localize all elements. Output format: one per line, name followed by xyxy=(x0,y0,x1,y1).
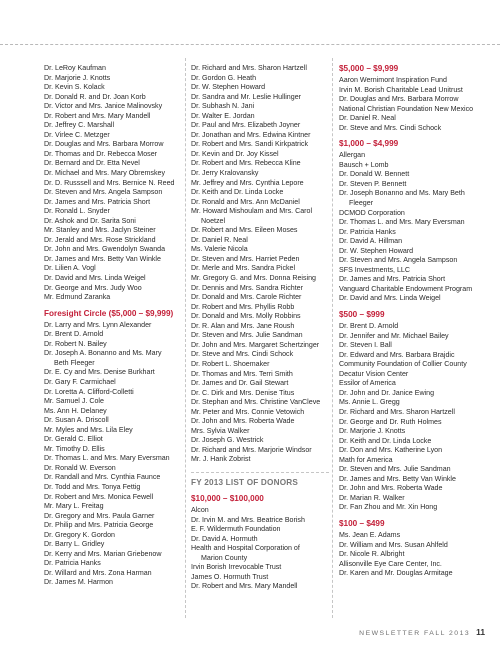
donor-name: Dr. Kerry and Mrs. Marian Griebenow xyxy=(44,549,162,558)
section-heading-foresight-circle: Foresight Circle ($5,000 – $9,999) xyxy=(44,308,174,318)
donor-list-continued xyxy=(44,64,182,303)
donor-name: Dr. Steven and Mrs. Harriet Peden xyxy=(191,254,300,263)
donor-column-1 xyxy=(44,64,182,588)
donor-name: Allergan xyxy=(339,151,366,160)
donor-name: Dr. Marian R. Walker xyxy=(339,493,405,502)
donor-name: Decatur Vision Center xyxy=(339,369,409,378)
section-heading-1000-4999: $1,000 – $4,999 xyxy=(339,139,399,149)
donor-name: Dr. Irvin M. and Mrs. Beatrice Borish xyxy=(191,515,305,524)
donor-name: Dr. David and Mrs. Linda Weigel xyxy=(44,274,146,283)
donor-name: Dr. Don and Mrs. Katherine Lyon xyxy=(339,446,443,455)
donor-name: Allisonville Eye Care Center, Inc. xyxy=(339,559,442,568)
donor-name: Dr. Merle and Mrs. Sandra Pickel xyxy=(191,264,296,273)
donor-name: Dr. James M. Harmon xyxy=(44,578,113,587)
donor-name: Dr. Edward and Mrs. Barbara Brajdic xyxy=(339,350,455,359)
donor-name: Dr. Marjorie J. Knotts xyxy=(339,427,406,436)
donor-name: Dr. Sandra and Mr. Leslie Hullinger xyxy=(191,92,302,101)
donor-name: Math for America xyxy=(339,455,393,464)
donor-name: Dr. John and Mrs. Roberta Wade xyxy=(339,484,443,493)
donor-name: Dr. James and Mrs. Betty Van Winkle xyxy=(339,474,456,483)
donor-name: Alcon xyxy=(191,505,209,514)
donor-name: Mr. J. Hank Zobrist xyxy=(191,455,251,464)
donor-name: Dr. John and Mrs. Margaret Schertzinger xyxy=(191,340,320,349)
donor-name: Mr. Gregory G. and Mrs. Donna Reising xyxy=(191,274,316,283)
donor-name: Dr. W. Stephen Howard xyxy=(191,83,266,92)
donor-name: Dr. Keith and Dr. Linda Locke xyxy=(191,188,284,197)
donor-name: Dr. Stephan and Mrs. Christine VanCleve xyxy=(191,398,321,407)
donor-name: Mrs. Sylvia Walker xyxy=(191,426,250,435)
donor-name: Irvin M. Borish Charitable Lead Unitrust xyxy=(339,85,463,94)
donor-name: Dr. Kevin and Dr. Joy Kissel xyxy=(191,149,279,158)
section-divider xyxy=(191,472,329,473)
donor-name: Dr. Gregory K. Gordon xyxy=(44,530,115,539)
donor-name: Dr. Keith and Dr. Linda Locke xyxy=(339,436,432,445)
donor-name: Dr. Jerry Kralovansky xyxy=(191,169,259,178)
donor-name: Dr. Todd and Mrs. Tonya Fettig xyxy=(44,482,141,491)
donor-name: Dr. Donald R. and Dr. Joan Korb xyxy=(44,92,146,101)
donor-name: Health and Hospital Corporation of xyxy=(191,544,300,553)
donor-name: Mr. Edmund Zaranka xyxy=(44,293,111,302)
donor-name: Mr. Samuel J. Cole xyxy=(44,397,104,406)
list-title: FY 2013 LIST OF DONORS xyxy=(191,477,299,487)
donor-name: Dr. Donald and Mrs. Carole Richter xyxy=(191,293,302,302)
donor-name: Dr. Steve and Mrs. Cindi Schock xyxy=(191,350,294,359)
donor-name: Dr. Robert and Mrs. Mary Mandell xyxy=(44,111,151,120)
donor-name: Dr. LeRoy Kaufman xyxy=(44,64,106,72)
donor-name: Dr. Willard and Mrs. Zona Harman xyxy=(44,568,152,577)
donor-name: Dr. Jeffrey C. Marshall xyxy=(44,121,115,130)
donor-name: Dr. Steven and Mrs. Julie Sandman xyxy=(191,331,303,340)
donor-name: Dr. Joseph A. Bonanno and Ms. Mary xyxy=(44,349,162,358)
donor-name: Dr. Steven I. Ball xyxy=(339,341,392,350)
donor-name: Mr. Stanley and Mrs. Jaclyn Steiner xyxy=(44,226,156,235)
donor-name: Dr. Thomas L. and Mrs. Mary Eversman xyxy=(44,454,170,463)
donor-name: Dr. Richard and Mrs. Sharon Hartzell xyxy=(339,407,455,416)
donor-name: Dr. John and Dr. Janice Ewing xyxy=(339,388,435,397)
section-heading-100-499: $100 – $499 xyxy=(339,518,385,528)
donor-name: Dr. Michael and Mrs. Mary Obremskey xyxy=(44,169,166,178)
donor-name: Dr. William and Mrs. Susan Ahlfeld xyxy=(339,540,448,549)
donor-name: Dr. David A. Hormuth xyxy=(191,534,258,543)
donor-name: Dr. Steven and Mrs. Angela Sampson xyxy=(44,188,163,197)
donor-name: Dr. Thomas L. and Mrs. Mary Eversman xyxy=(339,218,465,227)
donor-name: Dr. Patricia Hanks xyxy=(44,559,101,568)
donor-name: Mr. Peter and Mrs. Connie Vetowich xyxy=(191,407,305,416)
donor-name: Dr. Ronald L. Snyder xyxy=(44,207,110,216)
donor-name: Ms. Annie L. Gregg xyxy=(339,398,400,407)
donor-name: Dr. Patricia Hanks xyxy=(339,227,396,236)
donor-name: Dr. Walter E. Jordan xyxy=(191,111,255,120)
donor-name: Dr. Robert and Mrs. Eileen Moses xyxy=(191,226,298,235)
page-footer xyxy=(339,622,485,640)
donor-name: Dr. Virlee C. Metzger xyxy=(44,130,110,139)
donor-name: Ms. Jean E. Adams xyxy=(339,530,401,539)
donor-name: Dr. Fan Zhou and Mr. Xin Hong xyxy=(339,503,438,512)
donor-name: Dr. Paul and Mrs. Elizabeth Joyner xyxy=(191,121,301,130)
donor-name: Dr. Thomas and Mrs. Terri Smith xyxy=(191,369,293,378)
donor-name: SFS Investments, LLC xyxy=(339,265,410,274)
donor-name: Dr. John and Mrs. Roberta Wade xyxy=(191,417,295,426)
donor-name: Marion County xyxy=(201,553,248,562)
donor-name: Dr. Robert and Mrs. Monica Fewell xyxy=(44,492,154,501)
donor-name: Dr. Steven and Mrs. Julie Sandman xyxy=(339,465,451,474)
donor-name: Dr. Steven P. Bennett xyxy=(339,179,407,188)
donor-name: Mr. Timothy D. Ellis xyxy=(44,444,105,453)
donor-name: Dr. Donald W. Bennett xyxy=(339,170,410,179)
donor-name: Dr. James and Mrs. Betty Van Winkle xyxy=(44,254,161,263)
donor-name: Dr. Susan A. Driscoll xyxy=(44,416,109,425)
donor-name: Dr. Ronald and Mrs. Ann McDaniel xyxy=(191,197,300,206)
donor-name: Dr. David A. Hillman xyxy=(339,237,403,246)
donor-name: Dr. Robert and Mrs. Rebecca Kline xyxy=(191,159,301,168)
donor-column-2 xyxy=(191,64,333,592)
donor-name: DCMOD Corporation xyxy=(339,208,405,217)
donor-column-3 xyxy=(339,64,485,579)
donor-name: Dr. Richard and Mrs. Sharon Hartzell xyxy=(191,64,307,72)
donor-name: Dr. Joseph G. Westrick xyxy=(191,436,264,445)
donor-name: Dr. Larry and Mrs. Lynn Alexander xyxy=(44,320,152,329)
donor-name: Dr. D. Russsell and Mrs. Bernice N. Reed xyxy=(44,178,175,187)
donor-name: Mr. Myles and Mrs. Lila Eley xyxy=(44,425,133,434)
donor-name: E. F. Wildermuth Foundation xyxy=(191,525,281,534)
donor-name: Dr. Douglas and Mrs. Barbara Morrow xyxy=(339,95,459,104)
donor-list-5000-9999 xyxy=(339,76,485,133)
donor-name: Dr. Daniel R. Neal xyxy=(191,235,248,244)
top-dashed-divider xyxy=(0,44,500,45)
donor-list-1000-4999 xyxy=(339,151,485,304)
donor-name: Mr. Mary L. Freitag xyxy=(44,502,104,511)
donor-name: Beth Fleeger xyxy=(54,358,95,367)
donor-name: Dr. Marjorie J. Knotts xyxy=(44,73,111,82)
donor-name: Dr. Robert N. Bailey xyxy=(44,339,107,348)
donor-name: Dr. W. Stephen Howard xyxy=(339,246,414,255)
donor-name: Dr. David and Mrs. Linda Weigel xyxy=(339,294,441,303)
donor-name: Mr. Jeffrey and Mrs. Cynthia Lepore xyxy=(191,178,304,187)
donor-list-10000-100000 xyxy=(191,506,333,592)
donor-name: Bausch + Lomb xyxy=(339,160,389,169)
donor-name: Dr. Robert and Mrs. Mary Mandell xyxy=(191,582,298,591)
donor-name: Dr. Victor and Mrs. Janice Malinovsky xyxy=(44,102,163,111)
donor-name: Dr. Subhash N. Jani xyxy=(191,102,255,111)
donor-name: Aaron Wernimont Inspiration Fund xyxy=(339,76,447,84)
donor-name: Dr. George and Dr. Ruth Holmes xyxy=(339,417,442,426)
donor-name: Dr. Richard and Mrs. Marjorie Windsor xyxy=(191,445,312,454)
donor-list-500-999 xyxy=(339,322,485,513)
donor-name: Dr. Robert and Mrs. Phyllis Robb xyxy=(191,302,295,311)
donor-name: Dr. Donald and Mrs. Molly Robbins xyxy=(191,312,301,321)
donor-name: Dr. Gerald C. Elliot xyxy=(44,435,103,444)
donor-name: Noetzel xyxy=(201,216,226,225)
donor-name: Dr. Kevin S. Kolack xyxy=(44,83,105,92)
page-number: 11 xyxy=(476,627,485,637)
donor-name: Dr. Douglas and Mrs. Barbara Morrow xyxy=(44,140,164,149)
donor-name: Dr. Jerald and Mrs. Rose Strickland xyxy=(44,235,156,244)
donor-name: Dr. Karen and Mr. Douglas Armitage xyxy=(339,569,453,578)
donor-name: Dr. Robert L. Shoemaker xyxy=(191,359,270,368)
donor-name: Dr. Thomas and Dr. Rebecca Moser xyxy=(44,149,158,158)
donor-list-foresight-circle xyxy=(44,321,182,588)
donor-name: Dr. Nicole R. Albright xyxy=(339,550,405,559)
donor-name: Dr. Brent D. Arnold xyxy=(44,330,104,339)
donor-name: Mr. Howard Mishoulam and Mrs. Carol xyxy=(191,207,313,216)
donor-name: Dr. Bernard and Dr. Etta Nevel xyxy=(44,159,140,168)
donor-name: Dr. Loretta A. Clifford-Colletti xyxy=(44,387,134,396)
donor-name: Dr. E. Cy and Mrs. Denise Burkhart xyxy=(44,368,155,377)
donor-name: Ms. Ann H. Delaney xyxy=(44,406,107,415)
donor-name: National Christian Foundation New Mexico xyxy=(339,104,474,113)
donor-name: Dr. Gary F. Carmichael xyxy=(44,377,116,386)
donor-name: Dr. Gordon G. Heath xyxy=(191,73,257,82)
donor-name: Irvin Borish Irrevocable Trust xyxy=(191,563,282,572)
donor-name: Dr. George and Mrs. Judy Woo xyxy=(44,283,142,292)
donor-name: Dr. Jennifer and Mr. Michael Bailey xyxy=(339,331,449,340)
donor-name: Dr. John and Mrs. Gwendolyn Swanda xyxy=(44,245,166,254)
donor-name: Vanguard Charitable Endowment Program xyxy=(339,284,473,293)
section-heading-500-999: $500 – $999 xyxy=(339,310,385,320)
column-divider-1 xyxy=(185,58,186,618)
donor-list-continued xyxy=(191,64,333,465)
donor-name: Dr. C. Dirk and Mrs. Denise Titus xyxy=(191,388,295,397)
donor-name: Dr. James and Mrs. Patricia Short xyxy=(44,197,151,206)
donor-name: Community Foundation of Collier County xyxy=(339,360,467,369)
donor-name: Dr. Ronald W. Everson xyxy=(44,463,116,472)
donor-name: Dr. Brent D. Arnold xyxy=(339,322,399,331)
donor-name: Dr. James and Mrs. Patricia Short xyxy=(339,275,446,284)
donor-name: Dr. Philip and Mrs. Patricia George xyxy=(44,521,154,530)
donor-name: Dr. Steven and Mrs. Angela Sampson xyxy=(339,256,458,265)
footer-label: NEWSLETTER FALL 2013 xyxy=(359,630,471,637)
donor-name: Dr. Ashok and Dr. Sarita Soni xyxy=(44,216,136,225)
donor-name: Dr. Lilien A. Vogl xyxy=(44,264,96,273)
donor-name: Essilor of America xyxy=(339,379,396,388)
donor-name: Dr. Barry L. Gridley xyxy=(44,540,105,549)
donor-name: Dr. Joseph Bonanno and Ms. Mary Beth xyxy=(339,189,465,198)
donor-name: Dr. Dennis and Mrs. Sandra Richter xyxy=(191,283,303,292)
donor-name: Dr. Robert and Mrs. Sandi Kirkpatrick xyxy=(191,140,309,149)
donor-name: James O. Hormuth Trust xyxy=(191,572,269,581)
donor-name: Dr. R. Alan and Mrs. Jane Roush xyxy=(191,321,295,330)
donor-name: Fleeger xyxy=(349,199,374,208)
donor-name: Dr. Jonathan and Mrs. Edwina Kintner xyxy=(191,130,311,139)
section-heading-10000-100000: $10,000 – $100,000 xyxy=(191,493,264,503)
donor-name: Dr. James and Dr. Gail Stewart xyxy=(191,379,289,388)
donor-name: Dr. Steve and Mrs. Cindi Schock xyxy=(339,123,442,132)
donor-name: Dr. Daniel R. Neal xyxy=(339,114,396,123)
donor-name: Dr. Gregory and Mrs. Paula Garner xyxy=(44,511,155,520)
section-heading-5000-9999: $5,000 – $9,999 xyxy=(339,64,399,73)
donor-list-100-499 xyxy=(339,531,485,579)
donor-name: Dr. Randall and Mrs. Cynthia Faunce xyxy=(44,473,161,482)
donor-name: Ms. Valerie Nicola xyxy=(191,245,248,254)
